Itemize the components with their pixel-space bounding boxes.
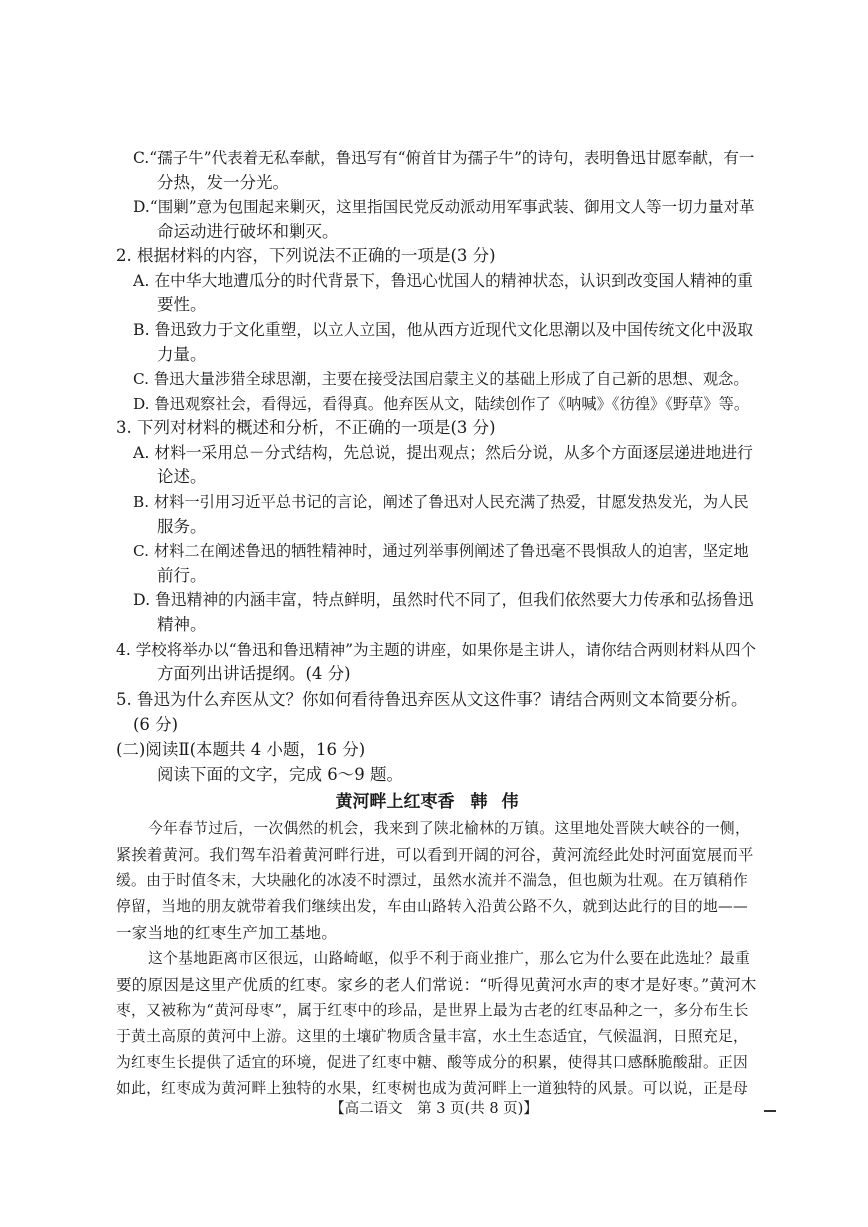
q5-line-2: (6 分) (133, 715, 179, 734)
corner-dash (764, 1110, 776, 1112)
q4-line-1: 4. 学校将举办以“鲁迅和鲁迅精神”为主题的讲座，如果你是主讲人，请你结合两则材料从四个 (116, 641, 757, 659)
q2-option-a: A. 在中华大地遭瓜分的时代背景下，鲁迅心忧国人的精神状态，认识到改变国人精神的重 (133, 271, 753, 290)
q3-option-b-continued: 服务。 (157, 517, 207, 536)
q1-option-d: D.“围剿”意为包围起来剿灭，这里指国民党反动派动用军事武装、御用文人等一切力量对革 (133, 198, 755, 216)
q5-line-1: 5. 鲁迅为什么弃医从文？你如何看待鲁迅弃医从文这件事？请结合两则文本简要分析。 (116, 690, 748, 709)
q3-option-c: C. 材料二在阐述鲁迅的牺牲精神时，通过列举事例阐述了鲁迅毫不畏惧敌人的迫害，坚定地 (133, 542, 749, 560)
article-author: 韩伟 (470, 792, 533, 812)
paragraph-1-line: 缓。由于时值冬末，大块融化的冰凌不时漂过，虽然水流并不湍急，但也颇为壮观。在万镇稍作 (116, 872, 749, 889)
paragraph-1-line: 今年春节过后，一次偶然的机会，我来到了陕北榆林的万镇。这里地处晋陕大峡谷的一侧， (148, 820, 750, 837)
paragraph-2-line: 这个基地距离市区很远，山路崎岖，似乎不利于商业推广，那么它为什么要在此选址？最重 (148, 950, 750, 967)
q1-option-c: C.“孺子牛”代表着无私奉献，鲁迅写有“俯首甘为孺子牛”的诗句，表明鲁迅甘愿奉献，有一 (133, 149, 755, 167)
paragraph-2-line: 枣，又被称为“黄河母枣”，属于红枣中的珍品，是世界上最为古老的红枣品种之一，多分布生长 (116, 1002, 749, 1019)
paragraph-1-line: 紧挨着黄河。我们驾车沿着黄河畔行进，可以看到开阔的河谷，黄河流经此处时河面宽展而平 (116, 846, 754, 864)
q3-option-a: A. 材料一采用总－分式结构，先总说，提出观点；然后分说，从多个方面逐层递进地进行 (133, 443, 753, 462)
q2-option-b-continued: 力量。 (157, 345, 207, 364)
q2-option-d: D. 鲁迅观察社会，看得远，看得真。他弃医从文，陆续创作了《呐喊》《彷徨》《野草》等。 (133, 395, 750, 413)
section-2-heading: (二)阅读Ⅱ(本题共 4 小题，16 分) (116, 740, 366, 759)
q3-stem: 3. 下列对材料的概述和分析，不正确的一项是(3 分) (116, 418, 496, 437)
paragraph-2-line: 为红枣生长提供了适宜的环境，促进了红枣中糖、酸等成分的积累，使得其口感酥脆酸甜。正因 (116, 1054, 749, 1071)
article-title: 黄河畔上红枣香 (335, 792, 455, 812)
q2-option-a-continued: 要性。 (157, 295, 207, 314)
q3-option-a-continued: 论述。 (157, 467, 207, 486)
q2-option-c: C. 鲁迅大量涉猎全球思潮，主要在接受法国启蒙主义的基础上形成了自己新的思想、观念。 (133, 370, 749, 388)
q3-option-c-continued: 前行。 (157, 566, 207, 585)
q2-option-b: B. 鲁迅致力于文化重塑，以立人立国，他从西方近现代文化思潮以及中国传统文化中汲取 (133, 320, 754, 339)
q1-option-c-continued: 分热，发一分光。 (157, 173, 289, 192)
paragraph-1-line: 一家当地的红枣生产加工基地。 (116, 924, 338, 942)
page-footer: 【高二语文 第 3 页(共 8 页)】 (330, 1101, 538, 1117)
q2-stem: 2. 根据材料的内容，下列说法不正确的一项是(3 分) (116, 246, 496, 265)
section-2-instruction: 阅读下面的文字，完成 6～9 题。 (157, 765, 403, 784)
paragraph-1-line: 停留，当地的朋友就带着我们继续出发，车由山路转入沿黄公路不久，就到达此行的目的地—— (116, 898, 749, 915)
paragraph-2-line: 于黄土高原的黄河中上游。这里的土壤矿物质含量丰富，水土生态适宜，气候温润，日照充足， (116, 1028, 749, 1045)
paragraph-2-line: 如此，红枣成为黄河畔上独特的水果，红枣树也成为黄河畔上一道独特的风景。可以说，正是母 (116, 1080, 749, 1097)
q3-option-b: B. 材料一引用习近平总书记的言论，阐述了鲁迅对人民充满了热爱，甘愿发热发光，为人民 (133, 493, 749, 511)
q1-option-d-continued: 命运动进行破坏和剿灭。 (157, 222, 339, 241)
q3-option-d-continued: 精神。 (157, 615, 207, 634)
q4-line-2: 方面列出讲话提纲。(4 分) (157, 664, 351, 683)
article-title-line (0, 792, 868, 812)
paragraph-2-line: 要的原因是这里产优质的红枣。家乡的老人们常说：“听得见黄河水声的枣才是好枣。”黄河木 (116, 976, 757, 994)
q3-option-d: D. 鲁迅精神的内涵丰富，特点鲜明，虽然时代不同了，但我们依然要大力传承和弘扬鲁迅 (133, 590, 754, 609)
